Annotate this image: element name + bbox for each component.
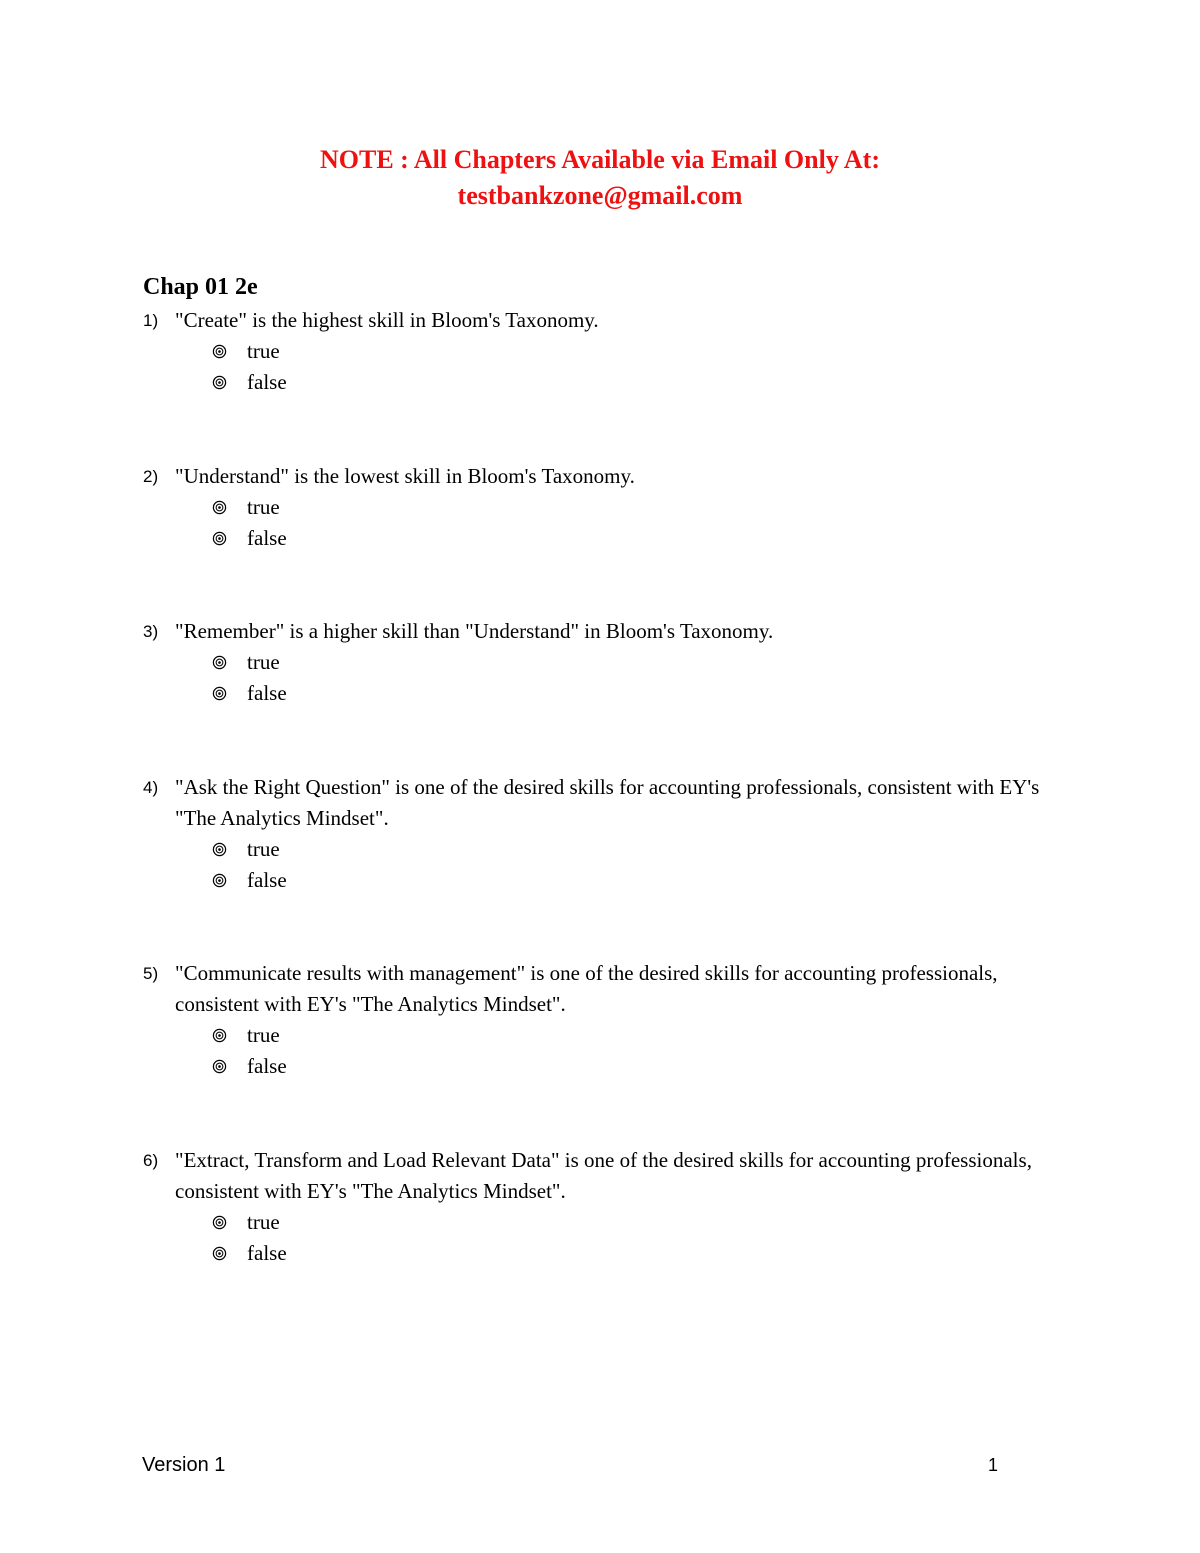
question-number: 4)	[143, 778, 159, 797]
note-line-1: NOTE : All Chapters Available via Email Only At:	[319, 145, 880, 174]
option-label: false	[247, 681, 287, 705]
question-text: "Extract, Transform and Load Relevant Data" is one of the desired skills for accounting professionals, consistent with EY's "The Analytics Mindset".	[175, 1148, 1032, 1203]
question-text: "Ask the Right Question" is one of the desired skills for accounting professionals, consistent with EY's "The Analytics Mindset".	[175, 775, 1040, 830]
radio-target-icon	[212, 500, 227, 515]
option-label: true	[247, 1023, 280, 1047]
question-number: 6)	[143, 1151, 159, 1170]
option-label: true	[247, 837, 280, 861]
option-label: true	[247, 1210, 280, 1234]
option-label: false	[247, 526, 287, 550]
radio-target-icon	[212, 344, 227, 359]
question-text: "Understand" is the lowest skill in Bloom's Taxonomy.	[175, 464, 635, 488]
option-label: false	[247, 370, 287, 394]
option-label: false	[247, 868, 287, 892]
radio-target-icon	[212, 375, 227, 390]
question-number: 5)	[143, 964, 159, 983]
radio-target-icon	[212, 1215, 227, 1230]
question-text: "Create" is the highest skill in Bloom's Taxonomy.	[175, 308, 599, 332]
radio-target-icon	[212, 1028, 227, 1043]
option-label: false	[247, 1054, 287, 1078]
chapter-title: Chap 01 2e	[143, 274, 258, 300]
note-email: testbankzone@gmail.com	[457, 181, 743, 210]
radio-target-icon	[212, 1246, 227, 1261]
option-label: false	[247, 1241, 287, 1265]
page-number: 1	[988, 1455, 999, 1475]
question-number: 2)	[143, 467, 159, 486]
radio-target-icon	[212, 655, 227, 670]
footer-version: Version 1	[142, 1454, 226, 1476]
question-number: 3)	[143, 622, 159, 641]
question-text: "Remember" is a higher skill than "Understand" in Bloom's Taxonomy.	[175, 619, 774, 643]
option-label: true	[247, 650, 280, 674]
radio-target-icon	[212, 873, 227, 888]
option-label: true	[247, 339, 280, 363]
question-text: "Communicate results with management" is one of the desired skills for accounting professionals, consistent with EY's "The Analytics Mindset".	[175, 961, 998, 1016]
radio-target-icon	[212, 842, 227, 857]
radio-target-icon	[212, 686, 227, 701]
radio-target-icon	[212, 1059, 227, 1074]
radio-target-icon	[212, 531, 227, 546]
question-number: 1)	[143, 311, 159, 330]
option-label: true	[247, 495, 280, 519]
